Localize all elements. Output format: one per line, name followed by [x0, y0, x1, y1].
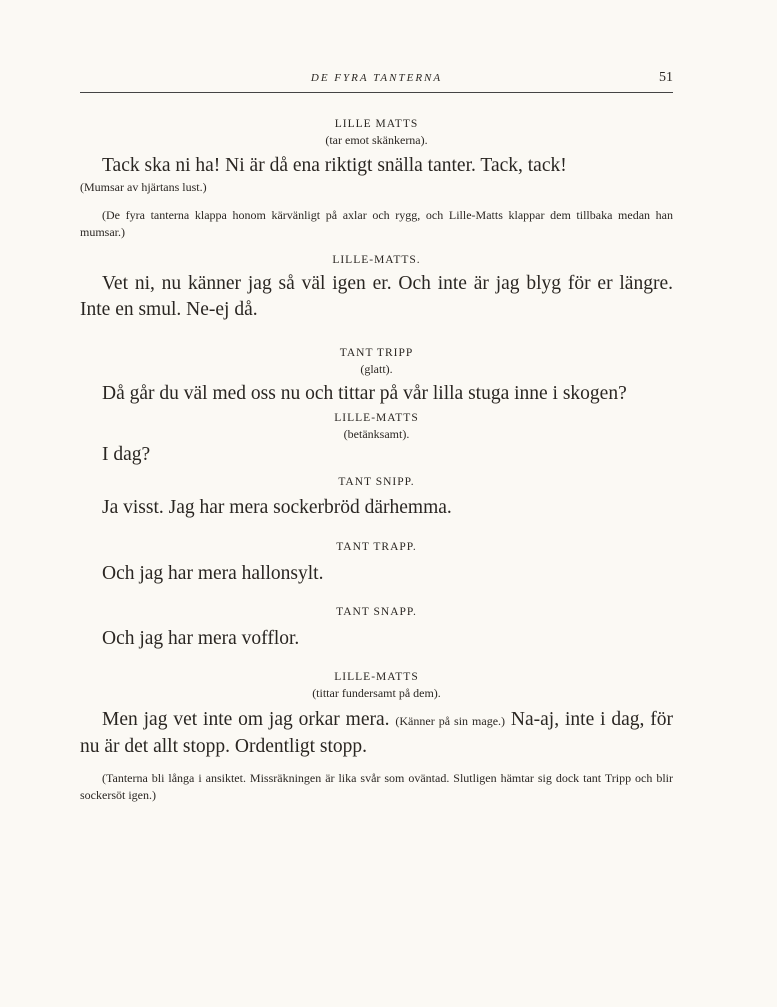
page-body	[80, 116, 673, 804]
dialogue-line: Och jag har mera hallonsylt.	[102, 563, 324, 584]
speaker-name: TANT SNIPP.	[338, 476, 415, 488]
dialogue-text: Men jag vet inte om jag orkar mera.	[102, 709, 390, 730]
stage-direction: (betänksamt).	[343, 427, 410, 441]
speaker-name: LILLE MATTS	[334, 118, 419, 130]
speaker-name: LILLE-MATTS	[334, 412, 419, 424]
dialogue-line: Vet ni, nu känner jag så väl igen er. Och inte är jag blyg för er längre. Inte en smul. Ne-ej då.	[80, 273, 673, 320]
stage-note: (Tanterna bli långa i ansiktet. Missräkningen är lika svår som oväntad. Slutligen hämtar sig dock tant Tripp och blir sockersöt igen.)	[80, 771, 673, 802]
dialogue-line: Tack ska ni ha! Ni är då ena riktigt snälla tanter. Tack, tack!	[102, 155, 567, 176]
stage-note: (De fyra tanterna klappa honom kärvänligt på axlar och rygg, och Lille-Matts klappar dem tillbaka medan han mumsar.)	[80, 208, 673, 239]
dialogue-text: Na-aj, inte i dag, för nu är det allt stopp. Ordentligt stopp.	[80, 709, 674, 757]
dialogue-line: Och jag har mera vofflor.	[102, 628, 300, 649]
stage-direction: (glatt).	[360, 362, 393, 376]
speaker-name: TANT TRIPP	[339, 347, 414, 359]
page-number: 51	[659, 70, 673, 85]
inline-stage-note: (Känner på sin mage.)	[395, 714, 506, 728]
stage-note: (Mumsar av hjärtans lust.)	[80, 180, 207, 194]
dialogue-line: Då går du väl med oss nu och tittar på vår lilla stuga inne i skogen?	[102, 383, 627, 404]
dialogue-line: I dag?	[102, 444, 151, 465]
stage-direction: (tar emot skänkerna).	[325, 133, 428, 147]
speaker-name: TANT TRAPP.	[336, 541, 417, 553]
speaker-name: LILLE-MATTS	[334, 671, 419, 683]
dialogue-line	[80, 707, 673, 760]
speaker-name: LILLE-MATTS.	[332, 254, 421, 266]
stage-direction: (tittar fundersamt på dem).	[312, 686, 441, 700]
running-title: DE FYRA TANTERNA	[310, 72, 443, 84]
speaker-name: TANT SNAPP.	[336, 606, 417, 618]
dialogue-line: Ja visst. Jag har mera sockerbröd därhemma.	[102, 497, 452, 518]
page-header	[80, 70, 673, 93]
